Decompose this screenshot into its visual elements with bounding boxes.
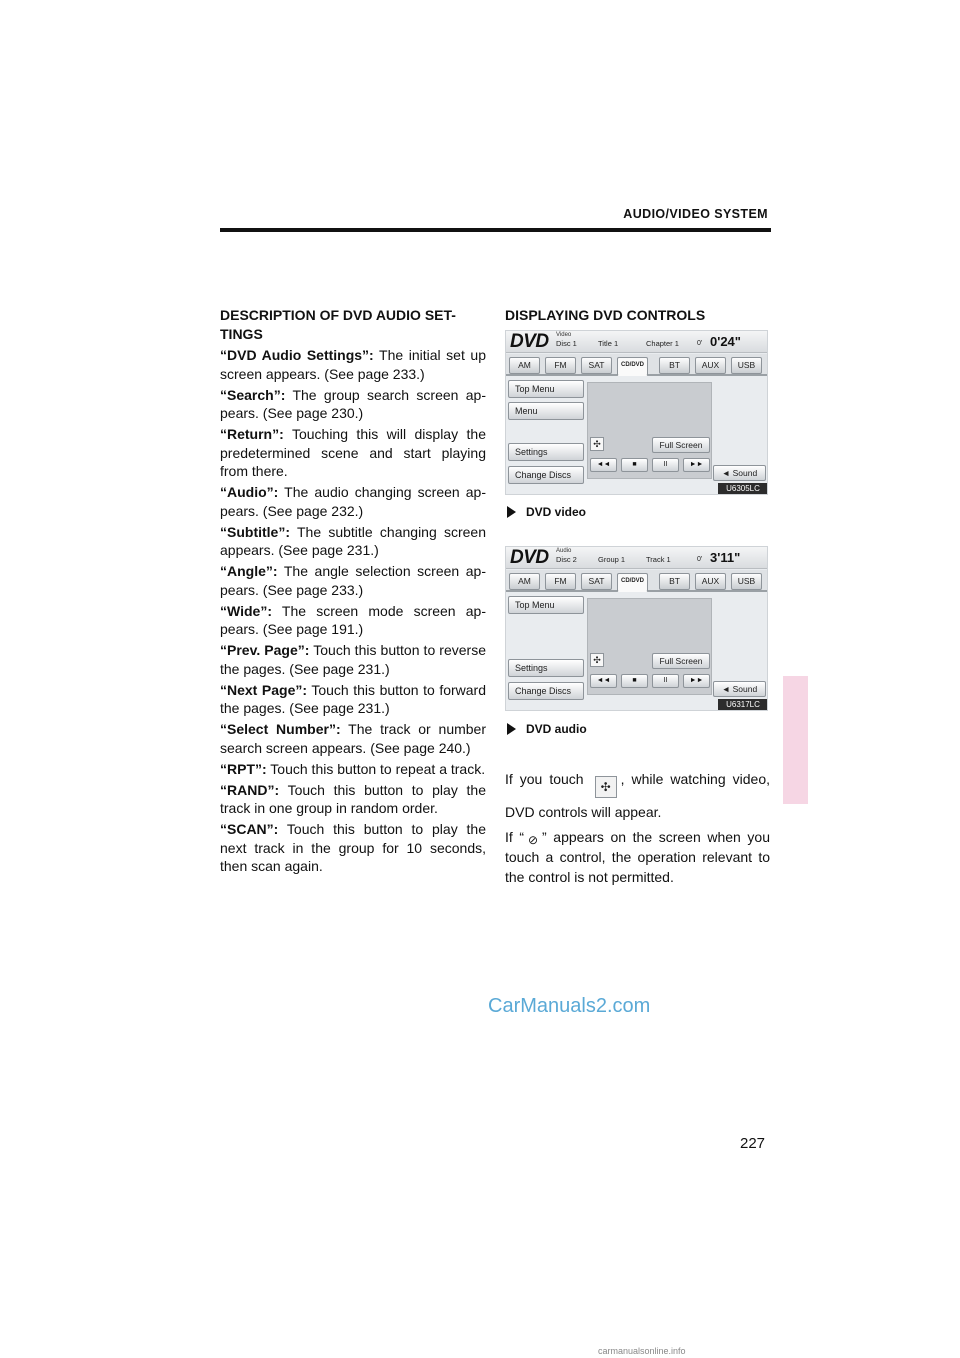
tab-sat[interactable]: SAT <box>581 573 612 590</box>
item-term: “Prev. Page”: <box>220 642 310 658</box>
track-info: Track 1 <box>646 555 671 564</box>
elapsed-time: 3'11" <box>710 550 741 565</box>
sound-button[interactable] <box>713 465 766 481</box>
source-tabbar <box>506 570 767 592</box>
disc-mode: Audio <box>556 548 572 554</box>
item-text: Touch this button to reverse the pages. (See page 231.) <box>220 642 486 677</box>
tab-cd-dvd[interactable]: CD/DVD <box>617 357 648 376</box>
item-text: Touch this button to play the track in one group in random order. <box>220 781 486 816</box>
image-code: U6317LC <box>718 699 768 711</box>
change-discs-button[interactable]: Change Discs <box>508 682 584 700</box>
description-item <box>220 602 486 639</box>
pause-button[interactable]: II <box>652 674 679 688</box>
dvd-audio-screen <box>505 546 768 711</box>
elapsed-time: 0'24" <box>710 334 741 349</box>
header-rule <box>220 228 771 232</box>
dvd-video-screen <box>505 330 768 495</box>
tab-cd-dvd[interactable]: CD/DVD <box>617 573 648 592</box>
tab-bt[interactable]: BT <box>659 573 690 590</box>
item-text: Touching this will display the predetermined scene and start playing from there. <box>220 426 486 479</box>
controls-heading: DISPLAYING DVD CONTROLS <box>505 307 706 323</box>
dvd-audio-caption <box>505 722 587 736</box>
description-item <box>220 760 486 779</box>
item-term: “DVD Audio Settings”: <box>220 347 374 363</box>
dvd-video-caption <box>505 505 586 519</box>
sound-button[interactable] <box>713 681 766 697</box>
screen-top-bar <box>506 547 767 569</box>
item-text: Touch this button to repeat a track. <box>266 760 486 777</box>
caption-text: DVD video <box>526 505 587 519</box>
elapsed-hour: 0' <box>697 556 703 563</box>
item-term: “Audio”: <box>220 484 279 500</box>
left-column <box>220 306 486 878</box>
item-term: “RAND”: <box>220 781 280 798</box>
item-term: “Subtitle”: <box>220 523 290 540</box>
item-text: Touch this button to play the next track in the group for 10 seconds, then scan again. <box>220 821 486 874</box>
pause-button[interactable]: II <box>652 458 679 472</box>
chapter-side-tab <box>783 676 808 804</box>
not-permitted-paragraph <box>505 827 770 887</box>
item-term: “Next Page”: <box>220 681 308 698</box>
disc-info: Disc 2 <box>556 555 577 564</box>
item-text: The angle selection screen ap- pears. (See page 233.) <box>220 563 486 598</box>
sound-label: Sound <box>732 684 758 694</box>
caption-text: DVD audio <box>526 722 587 736</box>
para-text: ” appears on the screen when you touch a control, the operation relevant to the control is not permitted. <box>505 829 770 885</box>
speaker-icon: ◄ <box>721 468 731 478</box>
item-text: The initial set up screen appears. (See page 233.) <box>220 347 486 382</box>
disc-mode: Video <box>556 332 572 338</box>
item-text: The screen mode screen ap- pears. (See page 191.) <box>220 602 486 637</box>
full-screen-button[interactable]: Full Screen <box>652 437 710 453</box>
item-text: The audio changing screen ap- pears. (See page 232.) <box>220 484 486 519</box>
rewind-button[interactable]: ◄◄ <box>590 674 617 688</box>
menu-button[interactable]: Menu <box>508 402 584 420</box>
footer-watermark: carmanualsonline.info <box>598 1346 686 1356</box>
triangle-marker-icon <box>507 723 516 735</box>
item-text: The track or number search screen appears. (See page 240.) <box>220 721 486 756</box>
top-menu-button[interactable]: Top Menu <box>508 596 584 614</box>
watermark-logo: CarManuals2.com <box>488 995 651 1017</box>
tab-usb[interactable]: USB <box>731 573 762 590</box>
para-text: If “ <box>505 829 525 845</box>
section-title: AUDIO/VIDEO SYSTEM <box>623 207 768 221</box>
tab-am[interactable]: AM <box>509 357 540 374</box>
change-discs-button[interactable]: Change Discs <box>508 466 584 484</box>
dvd-controls-icon[interactable]: ✣ <box>590 653 604 667</box>
description-item <box>220 346 486 383</box>
not-permitted-icon: ⊘ <box>528 833 539 847</box>
para-text: If you touch <box>505 771 591 787</box>
controls-paragraph <box>505 765 770 826</box>
description-item <box>220 720 486 757</box>
description-item <box>220 425 486 481</box>
dvd-controls-icon: ✣ <box>595 776 617 798</box>
page-number: 227 <box>740 1135 766 1152</box>
elapsed-hour: 0' <box>697 340 703 347</box>
tab-fm[interactable]: FM <box>545 573 576 590</box>
item-term: “SCAN”: <box>220 821 279 837</box>
description-item <box>220 681 486 718</box>
dvd-logo: DVD <box>510 331 549 352</box>
item-term: “Wide”: <box>220 602 272 619</box>
description-item <box>220 820 486 876</box>
description-item <box>220 483 486 520</box>
tab-sat[interactable]: SAT <box>581 357 612 374</box>
description-item <box>220 386 486 423</box>
para-text: , while watching video, DVD controls will appear. <box>505 771 770 820</box>
triangle-marker-icon <box>507 506 516 518</box>
item-term: “RPT”: <box>220 760 267 777</box>
sound-label: Sound <box>732 468 758 478</box>
settings-heading: DESCRIPTION OF DVD AUDIO SET- TINGS <box>220 307 456 342</box>
stop-button[interactable]: ■ <box>621 674 648 688</box>
right-column <box>505 306 770 325</box>
speaker-icon: ◄ <box>721 684 731 694</box>
item-text: The group search screen ap- pears. (See page 230.) <box>220 386 486 421</box>
group-info: Group 1 <box>598 555 626 564</box>
source-tabbar <box>506 354 767 376</box>
tab-aux[interactable]: AUX <box>695 573 726 590</box>
fast-forward-button[interactable]: ►► <box>683 458 710 472</box>
dvd-controls-icon[interactable]: ✣ <box>590 437 604 451</box>
top-menu-button[interactable]: Top Menu <box>508 380 584 398</box>
item-term: “Angle”: <box>220 563 278 579</box>
disc-info: Disc 1 <box>556 339 577 348</box>
tab-bt[interactable]: BT <box>659 357 690 374</box>
description-item <box>220 562 486 599</box>
tab-fm[interactable]: FM <box>545 357 576 374</box>
item-text: Touch this button to forward the pages. (See page 231.) <box>220 681 486 716</box>
description-item <box>220 523 486 560</box>
tab-aux[interactable]: AUX <box>695 357 726 374</box>
full-screen-button[interactable]: Full Screen <box>652 653 710 669</box>
settings-button[interactable]: Settings <box>508 659 584 677</box>
description-item <box>220 641 486 678</box>
title-info: Title 1 <box>598 339 619 348</box>
description-item <box>220 781 486 818</box>
stop-button[interactable]: ■ <box>621 458 648 472</box>
chapter-info: Chapter 1 <box>646 339 679 348</box>
item-text: The subtitle changing screen appears. (See page 231.) <box>220 523 486 558</box>
tab-usb[interactable]: USB <box>731 357 762 374</box>
screen-top-bar <box>506 331 767 353</box>
dvd-logo: DVD <box>510 547 549 568</box>
image-code: U6305LC <box>718 483 768 495</box>
item-term: “Return”: <box>220 426 284 442</box>
settings-button[interactable]: Settings <box>508 443 584 461</box>
fast-forward-button[interactable]: ►► <box>683 674 710 688</box>
tab-am[interactable]: AM <box>509 573 540 590</box>
rewind-button[interactable]: ◄◄ <box>590 458 617 472</box>
item-term: “Search”: <box>220 386 286 403</box>
item-term: “Select Number”: <box>220 721 341 737</box>
